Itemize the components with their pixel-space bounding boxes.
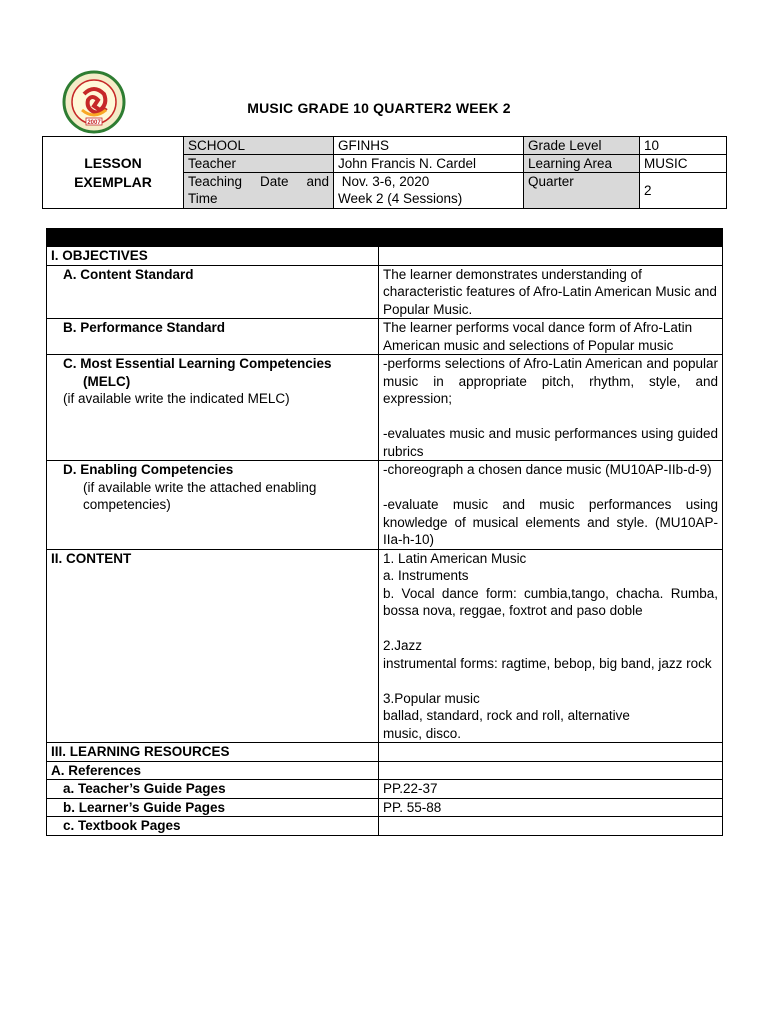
- table-header-bar: [47, 229, 723, 247]
- table-row: [47, 461, 723, 550]
- table-row: [47, 817, 723, 836]
- content-heading: II. CONTENT: [47, 549, 379, 743]
- teachers-guide-label: a. Teacher’s Guide Pages: [47, 780, 379, 799]
- enabling-competencies-label: D. Enabling Competencies (if available write the attached enabling competencies): [47, 461, 379, 550]
- textbook-pages-label: c. Textbook Pages: [47, 817, 379, 836]
- table-row: [47, 355, 723, 461]
- content-standard-label: A. Content Standard: [47, 265, 379, 319]
- objectives-heading: I. OBJECTIVES: [47, 247, 379, 266]
- teaching-date-label: Teaching Date and Time: [184, 173, 334, 209]
- references-label: A. References: [47, 761, 379, 780]
- quarter-value: 2: [640, 173, 727, 209]
- school-label: SCHOOL: [184, 137, 334, 155]
- table-row: [47, 265, 723, 319]
- learners-guide-label: b. Learner’s Guide Pages: [47, 798, 379, 817]
- table-row: [47, 247, 723, 266]
- content-value: 1. Latin American Music a. Instruments b. Vocal dance form: cumbia,tango, chacha. Rumba, bossa nova, reggae, foxtrot and paso doble 2.Jazz instrumental forms: ragtime, bebop, big band, jazz rock 3.Popular music ballad, standard, rock and roll, alternative music, disco.: [379, 549, 723, 743]
- grade-level-label: Grade Level: [524, 137, 640, 155]
- lesson-exemplar-label: LESSON EXEMPLAR: [43, 137, 184, 209]
- lesson-header-table: [42, 136, 727, 209]
- learning-resources-heading: III. LEARNING RESOURCES: [47, 743, 379, 762]
- teacher-label: Teacher: [184, 155, 334, 173]
- table-row: [47, 761, 723, 780]
- document-title: MUSIC GRADE 10 QUARTER2 WEEK 2: [247, 100, 511, 116]
- svg-text:2007: 2007: [87, 120, 101, 126]
- table-row: [47, 780, 723, 799]
- content-standard-value: The learner demonstrates understanding of characteristic features of Afro-Latin American Music and Popular Music.: [379, 265, 723, 319]
- learning-area-value: MUSIC: [640, 155, 727, 173]
- teaching-date-value: Nov. 3-6, 2020 Week 2 (4 Sessions): [334, 173, 524, 209]
- textbook-pages-value: [379, 817, 723, 836]
- table-row: [47, 743, 723, 762]
- learners-guide-value: PP. 55-88: [379, 798, 723, 817]
- performance-standard-label: B. Performance Standard: [47, 319, 379, 355]
- learning-area-label: Learning Area: [524, 155, 640, 173]
- grade-level-value: 10: [640, 137, 727, 155]
- quarter-label: Quarter: [524, 173, 640, 209]
- table-row: [47, 319, 723, 355]
- enabling-competencies-value: -choreograph a chosen dance music (MU10AP-IIb-d-9) -evaluate music and music performances using knowledge of musical elements and style. (MU10AP-IIa-h-10): [379, 461, 723, 550]
- lesson-plan-table: [46, 228, 723, 836]
- table-row: [47, 549, 723, 743]
- school-value: GFINHS: [334, 137, 524, 155]
- teachers-guide-value: PP.22-37: [379, 780, 723, 799]
- table-row: [47, 798, 723, 817]
- melc-value: -performs selections of Afro-Latin American and popular music in appropriate pitch, rhythm, style, and expression; -evaluates music and music performances using guided rubrics: [379, 355, 723, 461]
- performance-standard-value: The learner performs vocal dance form of Afro-Latin American music and selections of Popular music: [379, 319, 723, 355]
- teacher-value: John Francis N. Cardel: [334, 155, 524, 173]
- melc-label: C. Most Essential Learning Competencies (MELC) (if available write the indicated MELC): [47, 355, 379, 461]
